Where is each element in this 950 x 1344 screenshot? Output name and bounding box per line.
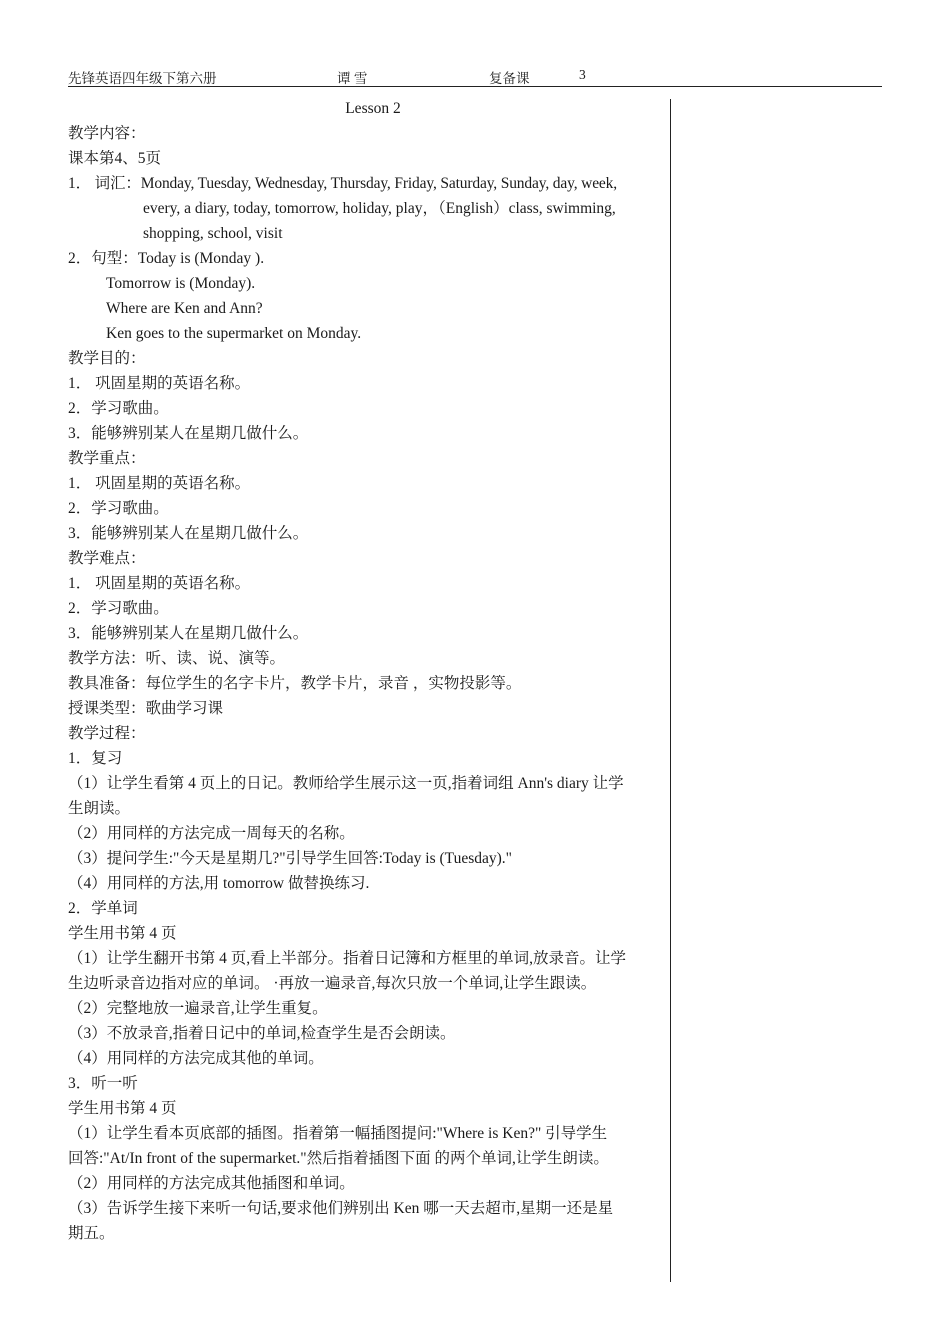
- text-line: 授课类型：歌曲学习课: [68, 700, 224, 717]
- step-line: （2）用同样的方法完成其他插图和单词。: [68, 1175, 355, 1192]
- text-line: 学生用书第 4 页: [68, 925, 177, 942]
- step-line: （4）用同样的方法,用 tomorrow 做替换练习.: [68, 875, 370, 892]
- step-line: （1）让学生看第 4 页上的日记。教师给学生展示这一页,指着词组 Ann's diary 让学: [68, 775, 624, 792]
- header-book: 先锋英语四年级下第六册: [68, 71, 217, 86]
- list-item: 1． 巩固星期的英语名称。: [68, 575, 251, 592]
- step-line: （2）完整地放一遍录音,让学生重复。: [68, 1000, 328, 1017]
- list-item: 3．能够辨别某人在星期几做什么。: [68, 625, 309, 642]
- page-header: [68, 64, 882, 87]
- step-heading: 2．学单词: [68, 900, 138, 917]
- text-line: 教学方法：听、读、说、演等。: [68, 650, 286, 667]
- section-heading: 教学过程：: [68, 725, 146, 742]
- sentence-pattern-line: Tomorrow is (Monday).: [106, 275, 256, 292]
- section-heading: 教学难点：: [68, 550, 146, 567]
- step-line: （1）让学生翻开书第 4 页,看上半部分。指着日记簿和方框里的单词,放录音。让学: [68, 950, 627, 967]
- section-heading: 教学内容：: [68, 125, 146, 142]
- step-line: 生边听录音边指对应的单词。 ·再放一遍录音,每次只放一个单词,让学生跟读。: [68, 975, 597, 992]
- lesson-title: Lesson 2: [345, 100, 401, 117]
- header-teacher: 谭 雪: [337, 71, 368, 86]
- list-item: 1． 巩固星期的英语名称。: [68, 375, 251, 392]
- list-item: 2．学习歌曲。: [68, 600, 169, 617]
- header-type: 复备课: [489, 71, 530, 86]
- vocabulary-line: 1． 词汇：Monday, Tuesday, Wednesday, Thursday, Friday, Saturday, Sunday, day, week,: [68, 175, 617, 192]
- step-line: 生朗读。: [68, 800, 131, 817]
- step-line: （2）用同样的方法完成一周每天的名称。: [68, 825, 355, 842]
- step-heading: 1．复习: [68, 750, 123, 767]
- sentence-pattern-line: Ken goes to the supermarket on Monday.: [106, 325, 362, 342]
- list-item: 3．能够辨别某人在星期几做什么。: [68, 425, 309, 442]
- vocabulary-line: shopping, school, visit: [143, 225, 283, 242]
- sentence-pattern-line: Where are Ken and Ann?: [106, 300, 263, 317]
- step-line: （3）告诉学生接下来听一句话,要求他们辨别出 Ken 哪一天去超市,星期一还是星: [68, 1200, 614, 1217]
- step-line: 期五。: [68, 1225, 115, 1242]
- sentence-pattern-line: 2．句型：Today is (Monday ).: [68, 250, 265, 267]
- step-line: 回答:"At/In front of the supermarket."然后指着插图下面 的两个单词,让学生朗读。: [68, 1150, 609, 1167]
- vocabulary-line: every, a diary, today, tomorrow, holiday, play，（English）class, swimming,: [143, 200, 616, 217]
- lesson-plan-body: [68, 99, 674, 1249]
- section-heading: 教学目的：: [68, 350, 146, 367]
- list-item: 2．学习歌曲。: [68, 400, 169, 417]
- text-line: 学生用书第 4 页: [68, 1100, 177, 1117]
- list-item: 1． 巩固星期的英语名称。: [68, 475, 251, 492]
- step-line: （4）用同样的方法完成其他的单词。: [68, 1050, 324, 1067]
- step-heading: 3．听一听: [68, 1075, 138, 1092]
- step-line: （3）提问学生:"今天是星期几?"引导学生回答:Today is (Tuesday).": [68, 850, 512, 867]
- header-page-number: 3: [579, 67, 586, 82]
- list-item: 3．能够辨别某人在星期几做什么。: [68, 525, 309, 542]
- step-line: （1）让学生看本页底部的插图。指着第一幅插图提问:"Where is Ken?" 引导学生: [68, 1125, 608, 1142]
- list-item: 2．学习歌曲。: [68, 500, 169, 517]
- text-line: 教具准备：每位学生的名字卡片，教学卡片，录音 ，实物投影等。: [68, 675, 522, 692]
- step-line: （3）不放录音,指着日记中的单词,检查学生是否会朗读。: [68, 1025, 456, 1042]
- section-heading: 教学重点：: [68, 450, 146, 467]
- text-line: 课本第4、5页: [68, 150, 162, 167]
